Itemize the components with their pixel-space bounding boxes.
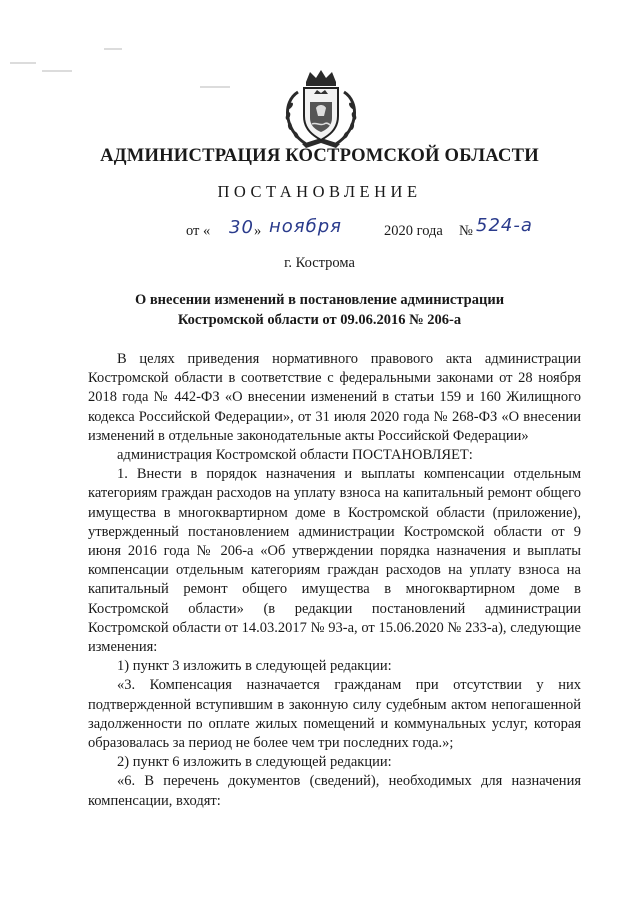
- scan-noise: [42, 70, 72, 72]
- handwritten-day: 30: [229, 217, 254, 238]
- scan-noise: [200, 86, 230, 88]
- coat-of-arms-emblem: [276, 68, 366, 152]
- document-type-title: ПОСТАНОВЛЕНИЕ: [217, 182, 422, 201]
- clause-6-paragraph: «6. В перечень документов (сведений), необходимых для назначения компенсации, входят:: [88, 773, 581, 809]
- document-body: [88, 350, 581, 811]
- subitem-2-paragraph: 2) пункт 6 изложить в следующей редакции:: [117, 754, 392, 771]
- scan-noise: [10, 62, 36, 64]
- city-line: г. Кострома: [284, 255, 355, 271]
- subitem-1-paragraph: 1) пункт 3 изложить в следующей редакции:: [117, 658, 392, 675]
- date-close-quote: »: [254, 223, 262, 239]
- year-text: 2020 года: [384, 223, 443, 239]
- clause-3-paragraph: «3. Компенсация назначается гражданам при отсутствии у них подтвержденной вступившим в законную силу судебным актом непогашенной задолженности по оплате жилых помещений и коммунальных услуг, которая образовалась за период не более чем три последних года.»;: [88, 677, 581, 752]
- subject-line-2: Костромской области от 09.06.2016 № 206-а: [177, 312, 462, 328]
- handwritten-month: ноября: [269, 216, 342, 237]
- item-1-paragraph: 1. Внести в порядок назначения и выплаты компенсации отдельным категориям граждан расходов на уплату взноса на капитальный ремонт общего имущества в многоквартирном доме в Костромской области (приложение), утвержденный постановлением администрации Костромской области от 9 июня 2016 года № 206-а «Об утверждении порядка назначения и выплаты компенсации отдельным категориям граждан расходов на уплату взноса на капитальный ремонт общего имущества в многоквартирном доме в Костромской области» (в редакции постановлений администрации Костромской области от 14.03.2017 № 93-а, от 15.06.2020 № 233-а), следующие изменения:: [88, 466, 581, 656]
- handwritten-number: 524-а: [476, 215, 533, 236]
- number-prefix: №: [459, 223, 473, 239]
- date-prefix: от «: [186, 223, 211, 239]
- scan-noise: [104, 48, 122, 50]
- subject-line-1: О внесении изменений в постановление администрации: [134, 292, 505, 308]
- preamble-paragraph: В целях приведения нормативного правового акта администрации Костромской области в соответствие с федеральными законами от 28 ноября 2018 года № 442-ФЗ «О внесении изменений в статьи 159 и 160 Жилищного кодекса Российской Федерации», от 31 июля 2020 года № 268-ФЗ «О внесении изменений в отдельные законодательные акты Российской Федерации»: [88, 351, 581, 444]
- document-subject: [0, 290, 639, 330]
- date-and-number-line: [186, 215, 586, 249]
- resolution-paragraph: администрация Костромской области ПОСТАНОВЛЯЕТ:: [117, 447, 473, 464]
- organization-title: АДМИНИСТРАЦИЯ КОСТРОМСКОЙ ОБЛАСТИ: [100, 145, 539, 166]
